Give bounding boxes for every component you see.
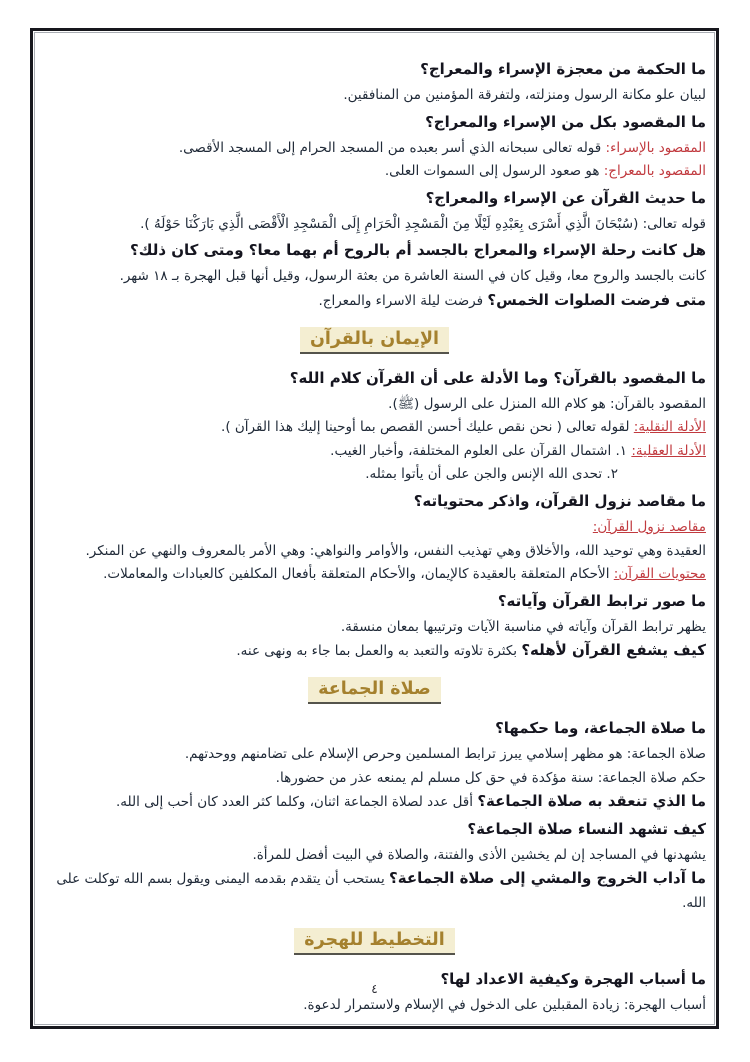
page-number: ٤ bbox=[371, 982, 378, 996]
answer-line bbox=[43, 84, 706, 108]
body-text: فرضت ليلة الاسراء والمعراج. bbox=[318, 292, 488, 309]
question-line bbox=[43, 639, 706, 664]
question-line bbox=[43, 289, 706, 314]
question-text: ما صور ترابط القرآن وآياته؟ bbox=[497, 591, 706, 610]
question-text: ما المقصود بالقرآن؟ وما الأدلة على أن القرآن كلام الله؟ bbox=[289, 368, 706, 387]
body-text: حكم صلاة الجماعة: سنة مؤكدة في حق كل مسلم لم يمنعه عذر من حضورها. bbox=[275, 769, 706, 786]
answer-line bbox=[43, 416, 706, 440]
body-text: لبيان علو مكانة الرسول ومنزلته، ولتفرقة المؤمنين من المنافقين. bbox=[343, 87, 706, 103]
body-text: هو صعود الرسول إلى السموات العلى. bbox=[384, 163, 604, 180]
question-line bbox=[43, 790, 706, 815]
answer-line bbox=[43, 440, 706, 464]
body-text: ١. اشتمال القرآن على العلوم المختلفة، وأخبار الغيب. bbox=[330, 442, 632, 459]
question-line bbox=[43, 816, 706, 844]
answer-line bbox=[43, 844, 706, 868]
term-label: الأدلة النقلية: bbox=[633, 419, 706, 436]
body-text: المقصود بالقرآن: هو كلام الله المنزل على الرسول (ﷺ). bbox=[388, 395, 706, 412]
question-text: ما حديث القرآن عن الإسراء والمعراج؟ bbox=[425, 188, 706, 207]
answer-line bbox=[43, 160, 706, 184]
question-text: ما صلاة الجماعة، وما حكمها؟ bbox=[495, 718, 706, 737]
question-text: ما آداب الخروج والمشي إلى صلاة الجماعة؟ bbox=[389, 869, 706, 888]
body-text: لقوله تعالى ( نحن نقص عليك أحسن القصص بما أوحينا إليك هذا القرآن ). bbox=[221, 419, 634, 436]
page-border-frame bbox=[30, 28, 719, 1029]
term-label: الأدلة العقلية: bbox=[631, 442, 706, 459]
question-text: ما الذي تنعقد به صلاة الجماعة؟ bbox=[477, 792, 706, 811]
question-text: ما أسباب الهجرة وكيفية الاعداد لها؟ bbox=[440, 970, 706, 989]
question-text: ما مقاصد نزول القرآن، واذكر محتوياته؟ bbox=[413, 491, 706, 510]
answer-line bbox=[43, 767, 706, 791]
body-text: يشهدنها في المساجد إن لم يخشين الأذى والفتنة، والصلاة في البيت أفضل للمرأة. bbox=[252, 846, 706, 863]
section-heading: الإيمان بالقرآن bbox=[300, 327, 449, 354]
question-line bbox=[43, 185, 706, 213]
body-text: يظهر ترابط القرآن وآياته في مناسبة الآيات وترتيبها بمعان منسقة. bbox=[340, 618, 706, 635]
term-label: مقاصد نزول القرآن: bbox=[592, 518, 706, 535]
section-heading: التخطيط للهجرة bbox=[294, 928, 454, 955]
body-text: الأحكام المتعلقة بالعقيدة كالإيمان، والأحكام المتعلقة بأفعال المكلفين كالعبادات والمعاملات. bbox=[103, 566, 614, 583]
question-text: كيف تشهد النساء صلاة الجماعة؟ bbox=[467, 819, 706, 838]
body-text: العقيدة وهي توحيد الله، والأخلاق وهي تهذيب النفس، والأوامر والنواهي: وهي الأمر بالمعروف والنهي عن المنكر. bbox=[85, 542, 706, 559]
body-text: كانت بالجسد والروح معا، وقيل كان في السنة العاشرة من بعثة الرسول، وقيل أنها قبل الهجرة بـ ١٨ شهر. bbox=[119, 268, 706, 285]
question-text: ما المقصود بكل من الإسراء والمعراج؟ bbox=[425, 112, 706, 131]
question-line bbox=[43, 715, 706, 743]
answer-line bbox=[43, 540, 706, 564]
answer-line bbox=[43, 213, 706, 237]
answer-line bbox=[43, 563, 706, 587]
answer-line bbox=[43, 137, 706, 161]
answer-line bbox=[43, 265, 706, 289]
section-heading: صلاة الجماعة bbox=[308, 677, 441, 704]
term-label: محتويات القرآن: bbox=[613, 566, 706, 583]
answer-line bbox=[43, 463, 618, 487]
body-text: ٢. تحدى الله الإنس والجن على أن يأتوا بمثله. bbox=[365, 466, 618, 483]
answer-line bbox=[43, 616, 706, 640]
body-text: بكثرة تلاوته والتعبد به والعمل بما جاء به ونهى عنه. bbox=[236, 643, 522, 660]
body-text: أقل عدد لصلاة الجماعة اثنان، وكلما كثر العدد كان أحب إلى الله. bbox=[115, 794, 478, 811]
question-line bbox=[43, 109, 706, 137]
answer-line bbox=[43, 743, 706, 767]
answer-line bbox=[43, 516, 706, 540]
question-text: ما الحكمة من معجزة الإسراء والمعراج؟ bbox=[420, 60, 706, 78]
body-text: صلاة الجماعة: هو مظهر إسلامي يبرز ترابط المسلمين وحرص الإسلام على تضامنهم ووحدتهم. bbox=[184, 745, 706, 762]
term-label: المقصود بالإسراء: bbox=[605, 139, 706, 156]
question-line bbox=[43, 867, 706, 915]
question-line bbox=[43, 365, 706, 393]
section-heading-wrap bbox=[43, 327, 706, 354]
section-heading-wrap bbox=[43, 677, 706, 704]
answer-line bbox=[43, 994, 706, 1018]
question-text: متى فرضت الصلوات الخمس؟ bbox=[487, 290, 706, 309]
question-line bbox=[43, 488, 706, 516]
term-label: المقصود بالمعراج: bbox=[603, 163, 706, 180]
question-line bbox=[43, 56, 706, 84]
document-content bbox=[33, 31, 716, 1026]
question-line bbox=[43, 237, 706, 265]
answer-line bbox=[43, 393, 706, 417]
question-text: كيف يشفع القرآن لأهله؟ bbox=[521, 641, 706, 660]
body-text: قوله تعالى: (سُبْحَانَ الَّذِي أَسْرَى بِعَبْدِهِ لَيْلًا مِنَ الْمَسْجِدِ الْحَرَامِ إِلَى الْمَسْجِدِ الْأَقْصَى الَّذِي بَارَكْنَا حَوْلَهُ ). bbox=[140, 215, 706, 232]
body-text: يستحب أن يتقدم بقدمه اليمنى ويقول بسم الله توكلت على الله. bbox=[56, 871, 706, 911]
question-line bbox=[43, 588, 706, 616]
section-heading-wrap bbox=[43, 928, 706, 955]
question-text: هل كانت رحلة الإسراء والمعراج بالجسد أم بالروح أم بهما معا؟ ومتى كان ذلك؟ bbox=[130, 241, 706, 260]
body-text: قوله تعالى سبحانه الذي أسر بعبده من المسجد الحرام إلى المسجد الأقصى. bbox=[178, 139, 606, 156]
body-text: أسباب الهجرة: زيادة المقبلين على الدخول في الإسلام ولاستمرار لدعوة. bbox=[303, 997, 706, 1014]
